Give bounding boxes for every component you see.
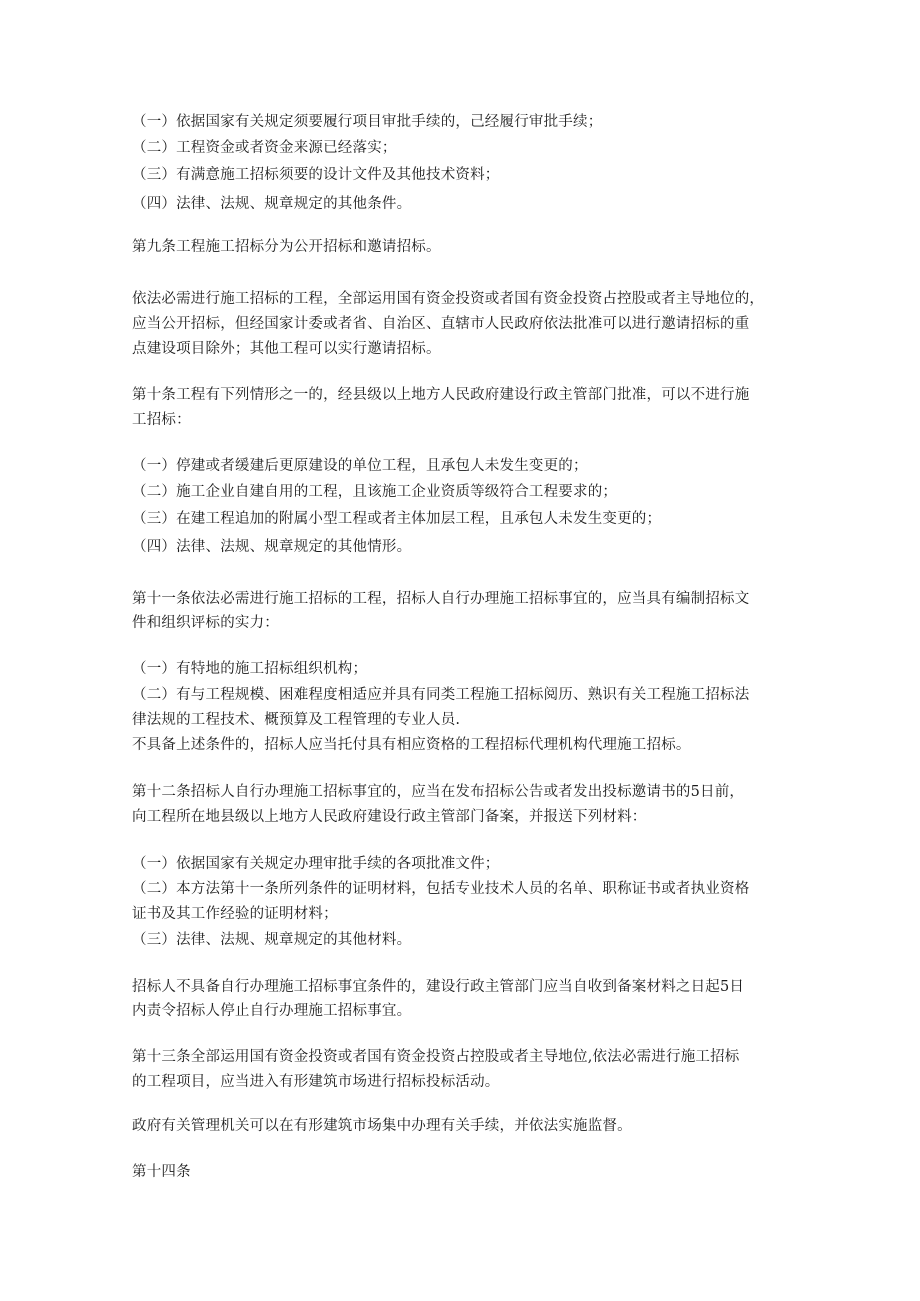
text-line: （一）有特地的施工招标组织机构；	[132, 661, 368, 677]
text-line: （一）停建或者缓建后更原建设的单位工程，且承包人未发生变更的；	[132, 458, 588, 474]
text-line: 第十三条全部运用国有资金投资或者国有资金投资占控股或者主导地位,依法必需进行施工招标	[132, 1049, 740, 1065]
text-line: 第十条工程有下列情形之一的，经县级以上地方人民政府建设行政主管部门批准，可以不进行施	[132, 387, 750, 403]
text-line: 工招标：	[132, 412, 191, 428]
text-line: （一）依据国家有关规定办理审批手续的各项批准文件；	[132, 856, 500, 872]
text-line: （二）施工企业自建自用的工程，且该施工企业资质等级符合工程要求的；	[132, 484, 618, 500]
text-line: 第十二条招标人自行办理施工招标事宜的，应当在发布招标公告或者发出投标邀请书的5日前，	[132, 784, 745, 800]
text-line: （二）工程资金或者资金来源已经落实；	[132, 140, 397, 156]
text-line: 件和组织评标的实力：	[132, 615, 279, 631]
text-line: 不具备上述条件的，招标人应当托付具有相应资格的工程招标代理机构代理施工招标。	[132, 737, 691, 753]
text-line: 第九条工程施工招标分为公开招标和邀请招标。	[132, 239, 441, 255]
text-line: 点建设项目除外；其他工程可以实行邀请招标。	[132, 341, 441, 357]
text-line: 政府有关管理机关可以在有形建筑市场集中办理有关手续，并依法实施监督。	[132, 1118, 632, 1134]
text-line: 证书及其工作经验的证明材料；	[132, 906, 338, 922]
text-line: （二）本方法第十一条所列条件的证明材料，包括专业技术人员的名单、职称证书或者执业资格	[132, 881, 750, 897]
text-line: 应当公开招标，但经国家计委或者省、自治区、直辖市人民政府依法批准可以进行邀请招标的重	[132, 316, 750, 332]
text-line: 向工程所在地县级以上地方人民政府建设行政主管部门备案，并报送下列材料：	[132, 809, 647, 825]
text-line: （三）在建工程追加的附属小型工程或者主体加层工程，且承包人未发生变更的；	[132, 511, 662, 527]
text-line: 第十一条依法必需进行施工招标的工程，招标人自行办理施工招标事宜的，应当具有编制招标文	[132, 591, 750, 607]
text-line: 的工程项目，应当进入有形建筑市场进行招标投标活动。	[132, 1074, 500, 1090]
text-line: 内责令招标人停止自行办理施工招标事宜。	[132, 1003, 412, 1019]
text-line: 招标人不具备自行办理施工招标事宜条件的，建设行政主管部门应当自收到备案材料之日起5日	[132, 979, 745, 995]
text-line: （三）有满意施工招标须要的设计文件及其他技术资料；	[132, 167, 500, 183]
text-line: （四）法律、法规、规章规定的其他情形。	[132, 539, 412, 555]
text-line: 律法规的工程技术、概预算及工程管理的专业人员.	[132, 712, 461, 728]
text-line: （二）有与工程规模、困难程度相适应并具有同类工程施工招标阅历、熟识有关工程施工招标法	[132, 687, 750, 703]
text-line: （三）法律、法规、规章规定的其他材料。	[132, 932, 412, 948]
text-line: 依法必需进行施工招标的工程，全部运用国有资金投资或者国有资金投资占控股或者主导地位的，	[132, 291, 765, 307]
text-line: 第十四条	[132, 1164, 191, 1180]
text-line: （四）法律、法规、规章规定的其他条件。	[132, 196, 412, 212]
text-line: （一）依据国家有关规定须要履行项目审批手续的，己经履行审批手续；	[132, 114, 603, 130]
